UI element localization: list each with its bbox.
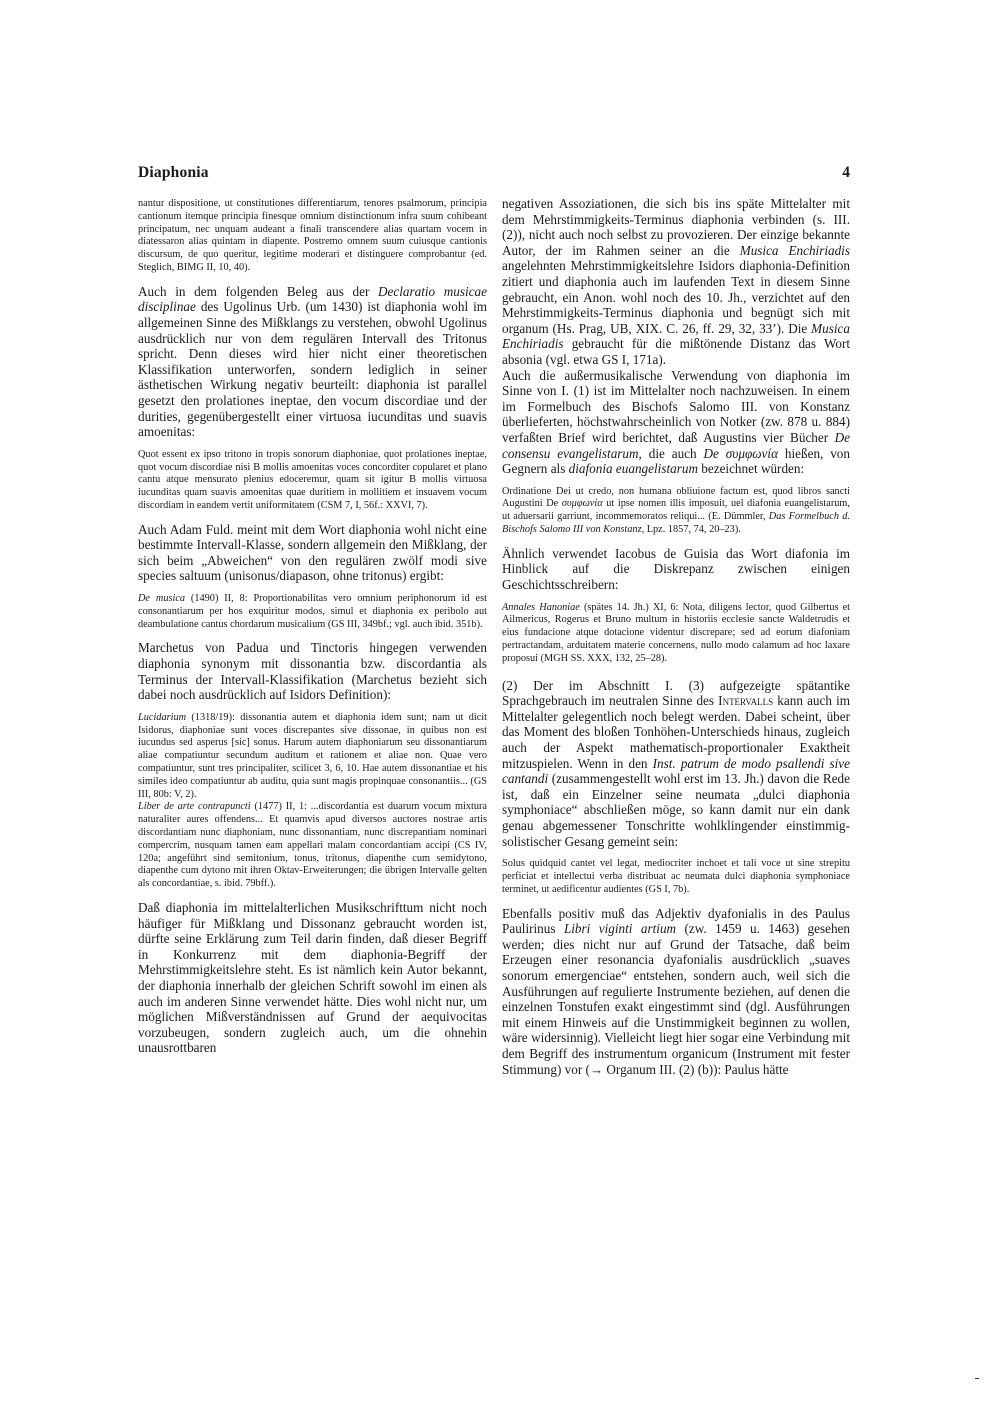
text-run: Ähnlich verwendet Iacobus de Guisia das Wort diafonia im Hinblick auf die Diskrepanz zwischen einigen Geschichtsschreibern: — [502, 545, 850, 593]
text-run: (1490) II, 8: Proportionabilitas vero omnium periphonorum id est consonantiarum per hos exquiritur modos, simul et diaphonia ex peribolo aut deambulatione cantus chordarum musicalium (GS III, 349bf.; vgl. auch ibid. 351b). — [138, 593, 487, 630]
text-run: Ordinatione Dei ut credo, non humana obliuione factum est, quod libros sancti Augustini De — [502, 485, 850, 510]
body-paragraph — [138, 284, 487, 440]
text-run: Ebenfalls positiv muß das Adjektiv dyafonialis in des Paulus Paulirinus — [502, 905, 850, 937]
text-run: Daß diaphonia im mittelalterlichen Musikschrifttum nicht noch häufiger für Mißklang und Dissonanz gebraucht worden ist, dürfte seine Erklärung zum Teil darin finden, daß dieser Begriff in Konkurrenz mit dem diaphonia-Begriff der Mehrstimmigkeitslehre steht. Es ist nämlich kein Autor bekannt, der diaphonia innerhalb der gleichen Schrift sowohl im einen als auch im anderen Sinne verwendet hätte. Dies wohl nicht nur, um möglichen Mißverständnissen auf Grund der aequivocitas vorzubeugen, sondern zugleich auch, um die ohnehin unausrottbaren — [138, 900, 487, 1056]
body-paragraph — [502, 678, 850, 850]
text-run: negativen Assoziationen, die sich bis ins späte Mittelalter mit dem Mehrstimmigkeits-Terminus diaphonia verbinden (s. III. (2)), nicht auch noch selbst zu provozieren. Der einzige bekannte Autor, der im Rahmen seiner an die — [502, 196, 850, 258]
text-run: bezeichnet würden: — [697, 461, 805, 477]
quotation-paragraph — [502, 486, 850, 537]
italic-run: De συμφωνία — [703, 445, 778, 461]
text-run: Auch in dem folgenden Beleg aus der — [138, 283, 378, 299]
italic-run: Annales Hanoniae — [502, 601, 580, 613]
text-run: , die auch — [638, 445, 704, 461]
text-run: Solus quidquid cantet vel legat, mediocriter inchoet et tali voce ut sine strepitu perficiat et intellectui verba distribuat ac neumata dulci diaphonia symphoniace terminet, ut aedificentur audientes (GS I, 7b). — [502, 858, 850, 895]
quotation-paragraph — [502, 858, 850, 896]
italic-run: De musica — [138, 593, 186, 605]
text-run: kann auch im Mittelalter gelegentlich noch belegt werden. Dabei scheint, über das Moment des bloßen Tonhöhen-Unterschieds hinaus, zugleich auch der Aspekt mathematisch-proportionaler Exaktheit mitzuspielen. Wenn in den — [502, 693, 851, 771]
italic-run: Libri viginti artium — [563, 921, 677, 937]
right-column — [502, 196, 850, 1077]
italic-run: Liber de arte contrapuncti — [138, 801, 251, 813]
page-number: 4 — [842, 164, 850, 181]
text-run: Marchetus von Padua und Tinctoris hingegen verwenden diaphonia synonym mit dissonantia bzw. discordantia als Terminus der Intervall-Klassifikation (Marchetus bezieht sich dabei noch ausdrücklich auf Isidors Definition): — [138, 640, 487, 703]
italic-run: Inst. patrum de modo psallendi sive cantandi — [502, 755, 850, 787]
text-run: gebraucht für die mißtönende Distanz das Wort absonia (vgl. etwa GS I, 171a). — [502, 336, 850, 367]
text-run: (2) Der im Abschnitt I. (3) aufgezeigte spätantike Sprachgebrauch im neutralen Sinne des — [502, 677, 850, 709]
body-paragraph — [138, 900, 487, 1056]
text-run: (zusammengestellt wohl erst im 13. Jh.) davon die Rede ist, daß ein Einzelner seine neumata „dulci diaphonia symphoniace“ abschließen möge, so kann damit nur ein dank genau abgemessener Tonschritte wohlklingender einstimmig-solistischer Gesang gemeint sein: — [502, 771, 850, 849]
italic-run: Das Formelbuch d. Bischofs Salomo III von Konstanz — [502, 511, 850, 536]
text-run: nantur dispositione, ut constitutiones differentiarum, tenores psalmorum, principia cantionum itemque principia finesque omnium distinctionum infra suum cohibeant principatum, nec unquam audeant a finali transcendere alias quartam vocem in diatessaron alias quintam in diapente. Postremo omnem suum cuiusque cantionis discursum, de quo queritur, legitime moderari et distinguere comprobantur (ed. Steglich, BIMG II, 10, 40). — [138, 198, 487, 273]
body-paragraph — [502, 546, 850, 593]
body-paragraph — [502, 906, 850, 1078]
text-run: , Lpz. 1857, 74, 20–23). — [641, 524, 741, 536]
quotation-paragraph — [138, 449, 487, 513]
italic-run: diafonia euangelistarum — [568, 461, 698, 477]
quotation-paragraph — [138, 801, 487, 891]
text-run: (zw. 1459 u. 1463) gesehen werden; dies nicht nur auf Grund der Tatsache, daß beim Erzeugen einer resonancia dyafonialis ausdrücklich „suaves sonorum emergenciae“ entstehen, sondern auch, weil sich die Ausführungen auf regulierte Instrumente beziehen, auf denen die einzelnen Tonstufen exakt eingestimmt sind (dgl. Ausführungen mit einem Hinweis auf die Unstimmigkeit beginnen zu wollen, wäre widersinnig). Vielleicht liegt hier sogar eine Verbindung mit dem Begriff des instrumentum organicum (Instrument mit fester Stimmung) vor (→ Organum III. (2) (b)): Paulus hätte — [502, 921, 850, 1077]
italic-run: Declaratio musicae disciplinae — [138, 283, 487, 315]
text-run: Quot essent ex ipso tritono in tropis sonorum diaphoniae, quot prolationes ineptae, quot vocum discordiae nisi B mollis amoenitas voces concorditer copularet et plano cantu atque mensurato plenius edoceremur, quam sit igitur B mollis virtuosa iucunditas quam suavis amoenitas quae duritiem in mollitiem et insuavem vocum discordiam in eandem vertit uniformitatem (CSM 7, I, 56f.: XXVI, 7). — [138, 448, 487, 511]
text-run: Auch die außermusikalische Verwendung von diaphonia im Sinne von I. (1) ist im Mittelalter noch nachzuweisen. In einem im Formelbuch des Bischofs Salomo III. von Konstanz überlieferten, höchstwahrscheinlich von Notker (zw. 878 u. 884) verfaßten Brief wird berichtet, daß Augustins vier Bücher — [502, 367, 850, 445]
body-paragraph — [502, 368, 850, 477]
quotation-paragraph — [138, 712, 487, 802]
text-run: hießen, von Gegnern als — [502, 445, 850, 477]
entry-title: Diaphonia — [138, 164, 209, 181]
text-run: (1318/19): dissonantia autem et diaphonia idem sunt; nam ut dicit Isidorus, diaphoniae sunt voces discrepantes sive dissonae, in quibus non est iucundus sed asperus [sic] sonus. Harum autem diaphoniarum seu dissonantiarum aliae compatiuntur secundum auditum et rationem et aliae non. Quae vero compatiuntur, sunt tres principaliter, scilicet 3, 6, 10. Hae autem dissonantiae et his similes ideo compatiuntur ab auditu, quia sunt magis propinquae consonantiis... (GS III, 80b: V, 2). — [138, 711, 487, 800]
left-column — [138, 196, 487, 1056]
smallcaps-run: Intervalls — [718, 693, 774, 709]
body-paragraph — [138, 522, 487, 584]
body-paragraph — [502, 196, 850, 368]
italic-run: De consensu evangelistarum — [502, 429, 850, 461]
body-paragraph — [138, 640, 487, 702]
text-run: Auch Adam Fuld. meint mit dem Wort diaphonia wohl nicht eine bestimmte Intervall-Klasse, sondern allgemein den Mißklang, der sich beim „Abweichen“ von den regulären zwölf modi sive species saltuum (unisonus/diapason, ohne tritonus) ergibt: — [138, 521, 487, 584]
italic-run: Musica Enchiriadis — [502, 320, 850, 352]
text-run: des Ugolinus Urb. (um 1430) ist diaphonia wohl im allgemeinen Sinne des Mißklangs zu verstehen, obwohl Ugolinus ausdrücklich nur von dem regulären Intervall des Tritonus spricht. Denn dieses wird hier nicht einer theoretischen Klassifikation unterworfen, sondern lediglich in seiner ästhetischen Wirkung negativ beurteilt: diaphonia ist parallel gesetzt den prolationes ineptae, den vocum discordiae und der durities, gegenübergestellt einer virtuosa iucunditas und suavis amoenitas: — [138, 299, 487, 440]
text-run: (spätes 14. Jh.) XI, 6: Nota, diligens lector, quod Gilbertus et Ailmericus, Rogerus et Bruno multum in historiis ecclesie sancte Waldetrudis et eius fundacione atque dotacione videntur discrepare; sed ad eorum diafoniam pertractandam, arduitatem materie concernens, nullo modo calamum ad hoc laxare proposui (MGH SS. XXX, 132, 25–28). — [502, 601, 851, 664]
italic-run: Lucidarium — [138, 711, 187, 723]
text-run: (1477) II, 1: ...discordantia est duarum vocum mixtura naturaliter aures offendens... Et quamvis apud diversos auctores nostrae artis discordantiam nunc diaphoniam, nunc dissonantiam, nunc discrepantiam nominari compercrim, nusquam tamen eam appellari malam concordantiam accipi (CS IV, 120a; angeführt sind semitonium, tonus, tritonus, diapenthe cum semidytono, diapenthe cum dytono mit ihren Oktav-Erweiterungen; die übrigen Intervalle gelten als concordantiae, s. ibid. 79bff.). — [138, 801, 488, 890]
running-header — [138, 164, 850, 186]
quotation-paragraph — [502, 602, 850, 666]
italic-run: Musica Enchiriadis — [739, 242, 850, 258]
quotation-paragraph — [138, 198, 487, 275]
quotation-paragraph — [138, 593, 487, 631]
text-run: angelehnten Mehrstimmigkeitslehre Isidors diaphonia-Definition zitiert und diaphonia auch im laufenden Text in diesem Sinne gebraucht, ein Anon. wohl noch des 10. Jh., verzichtet auf den Mehrstimmigkeits-Terminus diaphonia und begnügt sich mit organum (Hs. Prag, UB, XIX. C. 26, ff. 29, 32, 33’). Die — [502, 258, 850, 336]
italic-run: συμφωνία — [561, 498, 603, 510]
text-run: ut ipse nomen illis imposuit, uel diafonia euangelistarum, ut aduersarii garriunt, incommemoratos reliqui... (E. Dümmler, — [502, 498, 851, 523]
scan-mark — [975, 1378, 979, 1379]
